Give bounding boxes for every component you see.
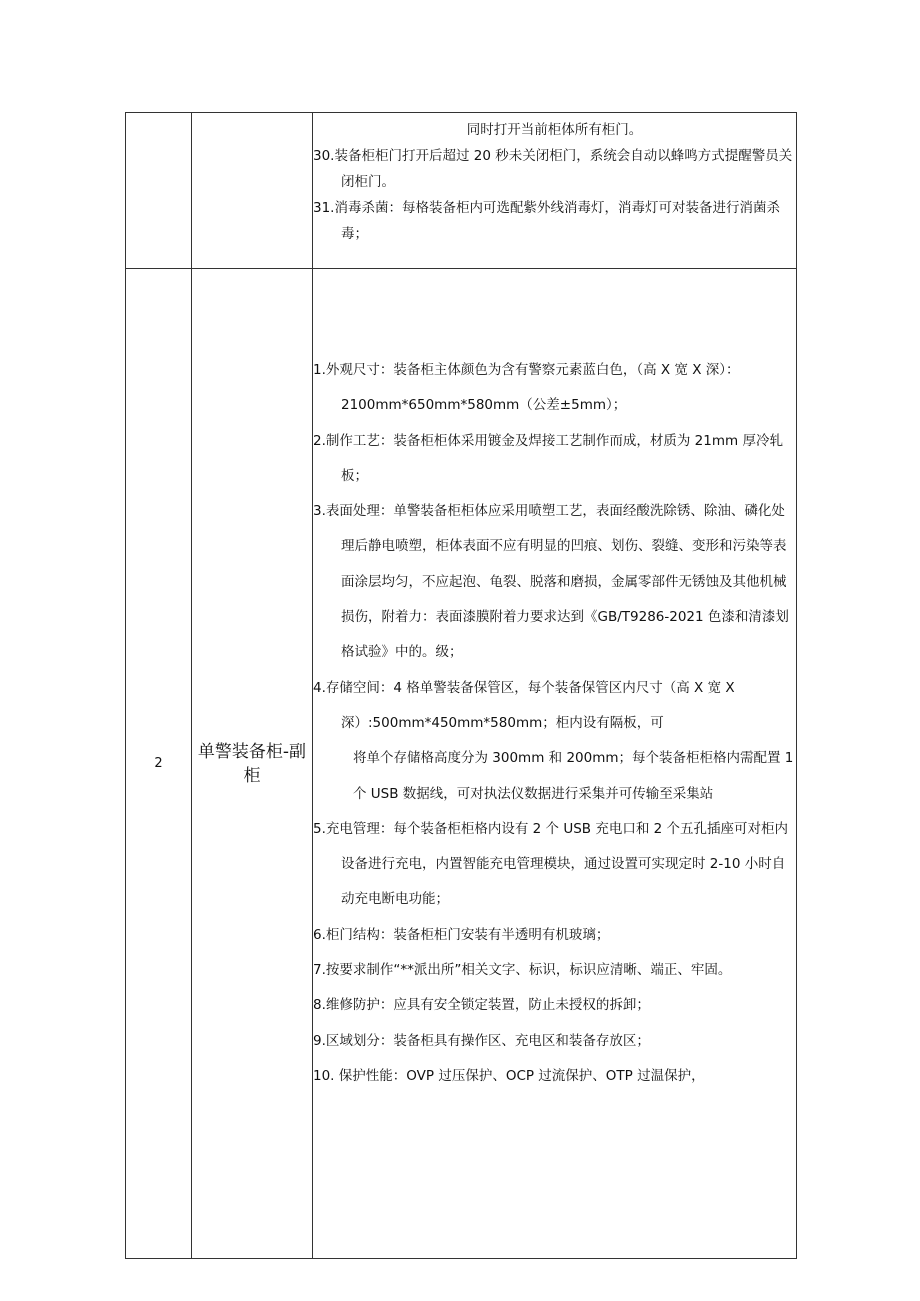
item-name [192, 113, 313, 269]
spec-item: 5.充电管理：每个装备柜柜格内设有 2 个 USB 充电口和 2 个五孔插座可对柜内设备进行充电，内置智能充电管理模块，通过设置可实现定时 2-10 小时自动充电断电功能； [313, 820, 789, 908]
spec-item: 4.存储空间：4 格单警装备保管区，每个装备保管区内尺寸（高 X 宽 X 深）:500mm*450mm*580mm；柜内设有隔板，可 [313, 679, 735, 731]
item-name: 单警装备柜-副柜 [192, 269, 313, 1259]
spec-item: 3.表面处理：单警装备柜柜体应采用喷塑工艺，表面经酸洗除锈、除油、磷化处理后静电喷塑，柜体表面不应有明显的凹痕、划伤、裂缝、变形和污染等表面涂层均匀，不应起泡、龟裂、脱落和磨损，金属零部件无锈蚀及其他机械损伤，附着力：表面漆膜附着力要求达到《GB/T9286-2021 色漆和清漆划格试验》中的。级； [313, 503, 789, 661]
spec-item: 9.区域划分：装备柜具有操作区、充电区和装备存放区； [313, 1032, 650, 1049]
spec-item: 31.消毒杀菌：每格装备柜内可选配紫外线消毒灯，消毒灯可对装备进行消菌杀毒； [313, 200, 780, 242]
spec-item: 7.按要求制作“**派出所”相关文字、标识，标识应清晰、端正、牢固。 [313, 962, 732, 979]
spec-cell [313, 269, 797, 1259]
table-row [126, 113, 797, 269]
continued-line: 同时打开当前柜体所有柜门。 [466, 122, 643, 138]
table-row [126, 269, 797, 1259]
spec-item: 2.制作工艺：装备柜柜体采用镀金及焊接工艺制作而成，材质为 21mm 厚冷轧板； [313, 432, 783, 484]
spec-item: 8.维修防护：应具有安全锁定装置，防止未授权的拆卸； [313, 997, 650, 1014]
spec-item: 6.柜门结构：装备柜柜门安装有半透明有机玻璃； [313, 926, 610, 943]
spec-item: 30.装备柜柜门打开后超过 20 秒未关闭柜门，系统会自动以蜂鸣方式提醒警员关闭柜门。 [313, 148, 793, 190]
spec-item: 10. 保护性能：OVP 过压保护、OCP 过流保护、OTP 过温保护， [313, 1067, 705, 1084]
spec-item: 1.外观尺寸：装备柜主体颜色为含有警察元素蓝白色，（高 X 宽 X 深）：2100mm*650mm*580mm（公差±5mm）； [313, 362, 740, 414]
spec-cell [313, 113, 797, 269]
spec-table [125, 112, 797, 1259]
spec-item-continuation: 将单个存储格高度分为 300mm 和 200mm；每个装备柜柜格内需配置 1 个 USB 数据线，可对执法仪数据进行采集并可传输至采集站 [353, 750, 794, 802]
row-number [126, 113, 192, 269]
row-number: 2 [126, 269, 192, 1259]
